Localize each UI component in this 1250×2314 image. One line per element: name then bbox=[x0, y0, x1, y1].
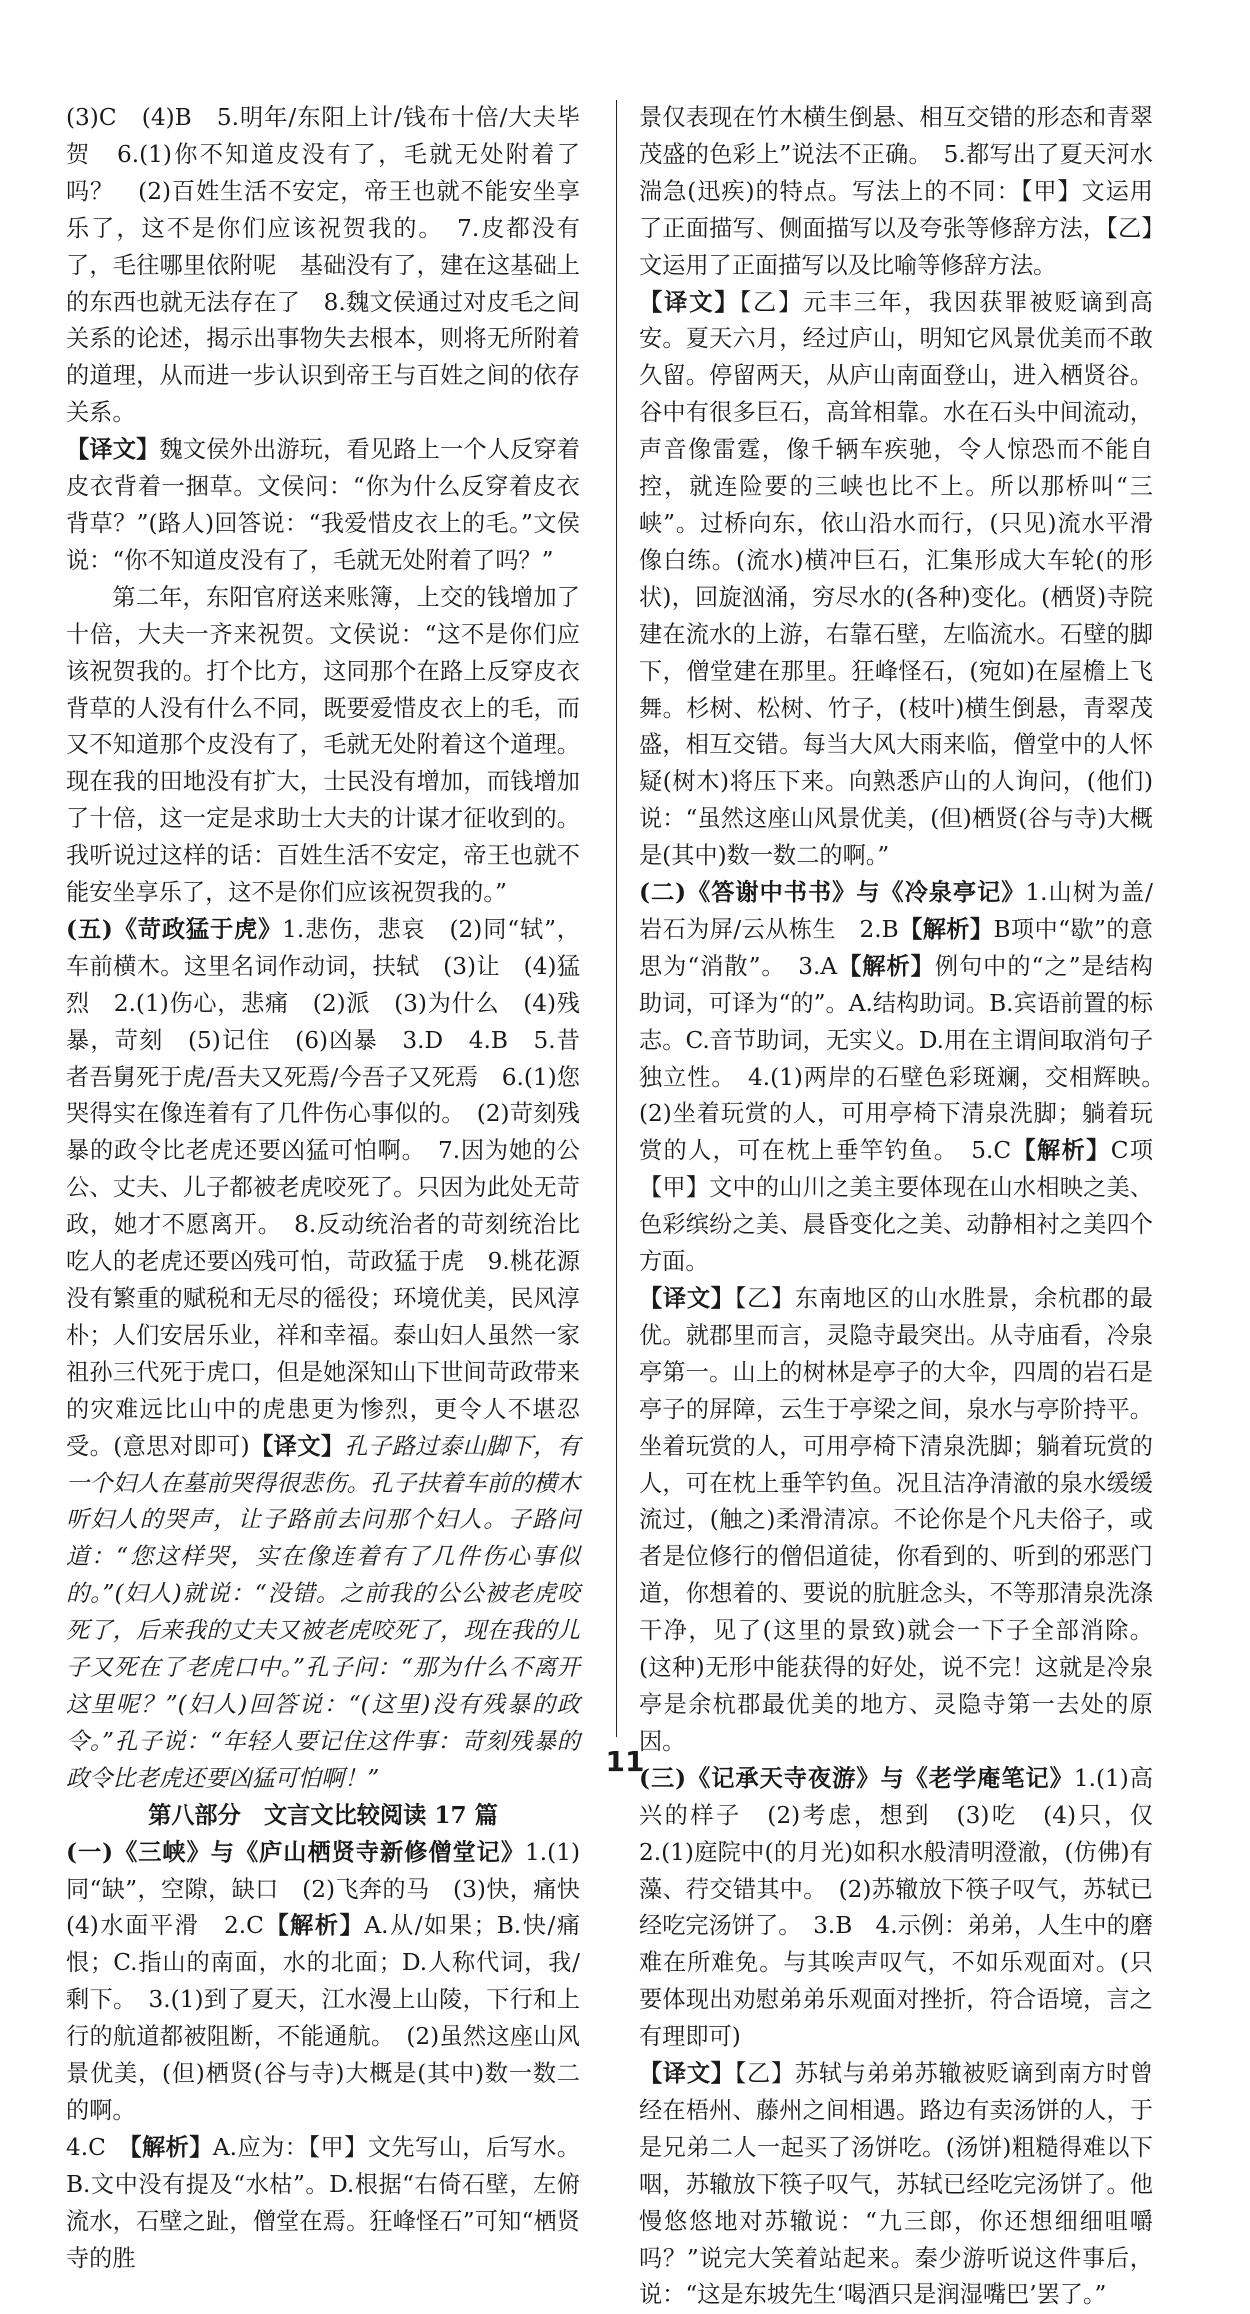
answer-text: A.应为：【甲】文先写山，后写水。B.文中没有提及“水枯”。D.根据“右倚石壁，左俯流水，石壁之趾，僧堂在焉。狂峰怪石”可知“栖贤寺的胜 bbox=[66, 2133, 581, 2272]
label-analysis: 【解析】 bbox=[263, 1912, 365, 1940]
answer-block bbox=[66, 912, 580, 1798]
translation-text: 【乙】东南地区的山水胜景，余杭郡的最优。就郡里而言，灵隐寺最突出。从寺庙看，冷泉亭第一。山上的树林是亭子的大伞，四周的岩石是亭子的屏障，云生于亭梁之间，泉水与亭阶持平。坐着玩赏的人，可用亭椅下清泉洗脚；躺着玩赏的人，可在枕上垂竿钓鱼。况且洁净清澈的泉水缓缓流过，(触之)柔滑清凉。不论你是个凡夫俗子，或者是位修行的僧侣道徒，你看到的、听到的邪恶门道，你想着的、要说的肮脏念头，不等那清泉洗涤干净，见了(这里的景致)就会一下子全部消除。(这种)无形中能获得的好处，说不完！这就是冷泉亭是余杭郡最优美的地方、灵隐寺第一去处的原因。 bbox=[639, 1285, 1153, 1755]
label-analysis: 【解析】 bbox=[1011, 1137, 1111, 1165]
translation-text: 魏文侯外出游玩，看见路上一个人反穿着皮衣背着一捆草。文侯问：“你为什么反穿着皮衣背草？”(路人)回答说：“我爱惜皮衣上的毛。”文侯说：“你不知道皮没有了，毛就无处附着了吗？” bbox=[66, 436, 581, 574]
answer-block bbox=[639, 100, 1153, 285]
answer-text: C项【甲】文中的山川之美主要体现在山水相映之美、色彩缤纷之美、晨昏变化之美、动静相衬之美四个方面。 bbox=[639, 1137, 1154, 1276]
translation-block bbox=[639, 285, 1153, 876]
translation-text: 【乙】苏轼与弟弟苏辙被贬谪到南方时曾经在梧州、藤州之间相遇。路边有卖汤饼的人，于是兄弟二人一起买了汤饼吃。(汤饼)粗糙得难以下咽，苏辙放下筷子叹气，苏轼已经吃完汤饼了。他慢悠悠地对苏辙说：“九三郎，你还想细细咀嚼吗？”说完大笑着站起来。秦少游听说这件事后，说：“这是东坡先生‘喝酒只是润湿嘴巴’罢了。” bbox=[639, 2060, 1153, 2309]
item-heading: (一)《三峡》与《庐山栖贤寺新修僧堂记》 bbox=[66, 1838, 526, 1866]
label-translation: 【译文】 bbox=[249, 1432, 345, 1460]
answer-text: 1.山树为盖/岩石为屏/云从栋生 2.B bbox=[639, 879, 1153, 943]
label-translation: 【译文】 bbox=[66, 436, 160, 464]
translation-block bbox=[639, 1281, 1153, 1761]
item-heading: (五)《苛政猛于虎》 bbox=[66, 915, 283, 943]
answer-text: 1.悲伤，悲哀 (2)同“轼”，车前横木。这里名词作动词，扶轼 (3)让 (4)猛烈 2.(1)伤心，悲痛 (2)派 (3)为什么 (4)残暴，苛刻 (5)记住 (6)凶暴 3.D 4.B 5.昔者吾舅死于虎/吾夫又死焉/今吾子又死焉 6.(1)您哭得实在像连着有了几件伤心事似的。 (2)苛刻残暴的政令比老虎还要凶猛可怕啊。 7.因为她的公公、丈夫、儿子都被老虎咬死了。只因为此处无苛政，她才不愿离开。 8.反动统治者的苛刻统治比吃人的老虎还要凶残可怕，苛政猛于虎 9.桃花源没有繁重的赋税和无尽的徭役；环境优美，民风淳朴；人们安居乐业，祥和幸福。泰山妇人虽然一家祖孙三代死于虎口，但是她深知山下世间苛政带来的灾难远比山中的虎患更为惨烈，更令人不堪忍受。(意思对即可) bbox=[66, 915, 580, 1460]
label-analysis: 【解析】 bbox=[898, 915, 994, 943]
answer-text: A.从/如果；B.快/痛恨；C.指山的南面，水的北面；D.人称代词，我/剩下。 3.(1)到了夏天，江水漫上山陵，下行和上行的航道都被阻断，不能通航。 (2)虽然这座山风景优美，(但)栖贤(谷与寺)大概是(其中)数一数二的啊。 bbox=[66, 1912, 580, 2124]
translation-block bbox=[66, 432, 580, 580]
answer-text: 景仅表现在竹木横生倒悬、相互交错的形态和青翠茂盛的色彩上”说法不正确。 5.都写出了夏天河水湍急(迅疾)的特点。写法上的不同：【甲】文运用了正面描写、侧面描写以及夸张等修辞方法，【乙】文运用了正面描写以及比喻等修辞方法。 bbox=[639, 104, 1153, 279]
column-divider bbox=[616, 100, 617, 1737]
label-translation: 【译文】 bbox=[639, 288, 740, 316]
label-analysis: 【解析】 bbox=[129, 2133, 213, 2161]
answer-block bbox=[639, 1761, 1177, 2056]
label-translation: 【译文】 bbox=[639, 2060, 735, 2088]
item-heading: (二)《答谢中书书》与《冷泉亭记》 bbox=[639, 879, 1026, 907]
label-translation: 【译文】 bbox=[639, 1285, 735, 1312]
item-heading: (三)《记承天寺夜游》与《老学庵笔记》 bbox=[639, 1764, 1074, 1792]
answer-block bbox=[66, 2130, 580, 2278]
translation-text: 【乙】元丰三年，我因获罪被贬谪到高安。夏天六月，经过庐山，明知它风景优美而不敢久留。停留两天，从庐山南面登山，进入栖贤谷。谷中有很多巨石，高耸相靠。水在石头中间流动，声音像雷霆，像千辆车疾驰，令人惊恐而不能自控，就连险要的三峡也比不上。所以那桥叫“三峡”。过桥向东，依山沿水而行，(只见)流水平滑像白练。(流水)横冲巨石，汇集形成大车轮(的形状)，回旋汹涌，穷尽水的(各种)变化。(栖贤)寺院建在流水的上游，右靠石壁，左临流水。石壁的脚下，僧堂建在那里。狂峰怪石，(宛如)在屋檐上飞舞。杉树、松树、竹子，(枝叶)横生倒悬，青翠茂盛，相互交错。每当大风大雨来临，僧堂中的人怀疑(树木)将压下来。向熟悉庐山的人询问，(他们)说：“虽然这座山风景优美，(但)栖贤(谷与寺)大概是(其中)数一数二的啊。” bbox=[639, 288, 1153, 870]
answer-text: B项中“歇”的意思为“消散”。 3.A bbox=[639, 915, 1153, 980]
page-number: 11 bbox=[605, 1745, 645, 1778]
translation-paragraph: 第二年，东阳官府送来账簿，上交的钱增加了十倍，大夫一齐来祝贺。文侯说：“这不是你们应该祝贺我的。打个比方，这同那个在路上反穿皮衣背草的人没有什么不同，既要爱惜皮衣上的毛，而又不知道那个皮没有了，毛就无处附着这个道理。现在我的田地没有扩大，士民没有增加，而钱增加了十倍，这一定是求助士大夫的计谋才征收到的。我听说过这样的话：百姓生活不安定，帝王也就不能安坐享乐了，这不是你们应该祝贺我的。” bbox=[66, 583, 580, 907]
answer-text: 1.(1)高兴的样子 (2)考虑，想到 (3)吃 (4)只，仅 2.(1)庭院中(的月光)如积水般清明澄澈，(仿佛)有藻、荇交错其中。 (2)苏辙放下筷子叹气，苏轼已经吃完汤饼了。 3.B 4.示例：弟弟，人生中的磨难在所难免。与其唉声叹气，不如乐观面对。(只要体现出劝慰弟弟乐观面对挫折，符合语境，言之有理即可) bbox=[639, 1764, 1177, 2051]
answer-text: 1.(1)同“缺”，空隙，缺口 (2)飞奔的马 (3)快，痛快 (4)水面平滑 2.C bbox=[66, 1838, 604, 1940]
translation-text: 孔子路过泰山脚下，有一个妇人在墓前哭得很悲伤。孔子扶着车前的横木听妇人的哭声，让子路前去问那个妇人。子路问道：“您这样哭，实在像连着有了几件伤心事似的。”(妇人)就说：“没错。之前我的公公被老虎咬死了，后来我的丈夫又被老虎咬死了，现在我的儿子又死在了老虎口中。”孔子问：“那为什么不离开这里呢？”(妇人)回答说：“(这里)没有残暴的政令。”孔子说：“年轻人要记住这件事：苛刻残暴的政令比老虎还要凶猛可怕啊！” bbox=[66, 1432, 581, 1792]
left-column bbox=[66, 100, 604, 2277]
answer-block: (3)C (4)B 5.明年/东阳上计/钱布十倍/大夫毕贺 6.(1)你不知道皮没有了，毛就无处附着了吗？ (2)百姓生活不安定，帝王也就不能安坐享乐了，这不是你们应该祝贺我的。 7.皮都没有了，毛往哪里依附呢 基础没有了，建在这基础上的东西也就无法存在了 8.魏文侯通过对皮毛之间关系的论述，揭示出事物失去根本，则将无所附着的道理，从而进一步认识到帝王与百姓之间的依存关系。 bbox=[66, 104, 580, 427]
label-analysis: 【解析】 bbox=[837, 952, 935, 980]
answer-text: 4.C bbox=[66, 2133, 106, 2161]
section-title: 第八部分 文言文比较阅读 17 篇 bbox=[148, 1801, 498, 1829]
translation-block bbox=[639, 2056, 1153, 2314]
right-column bbox=[639, 100, 1177, 2314]
answer-block bbox=[66, 1835, 604, 2130]
answer-block bbox=[639, 875, 1177, 1281]
answer-text: 例句中的“之”是结构助词，可译为“的”。A.结构助词。B.宾语前置的标志。C.音节助词，无实义。D.用在主谓间取消句子独立性。 4.(1)两岸的石壁色彩斑斓，交相辉映。 (2)坐着玩赏的人，可用亭椅下清泉洗脚；躺着玩赏的人，可在枕上垂竿钓鱼。 5.C bbox=[639, 952, 1177, 1165]
